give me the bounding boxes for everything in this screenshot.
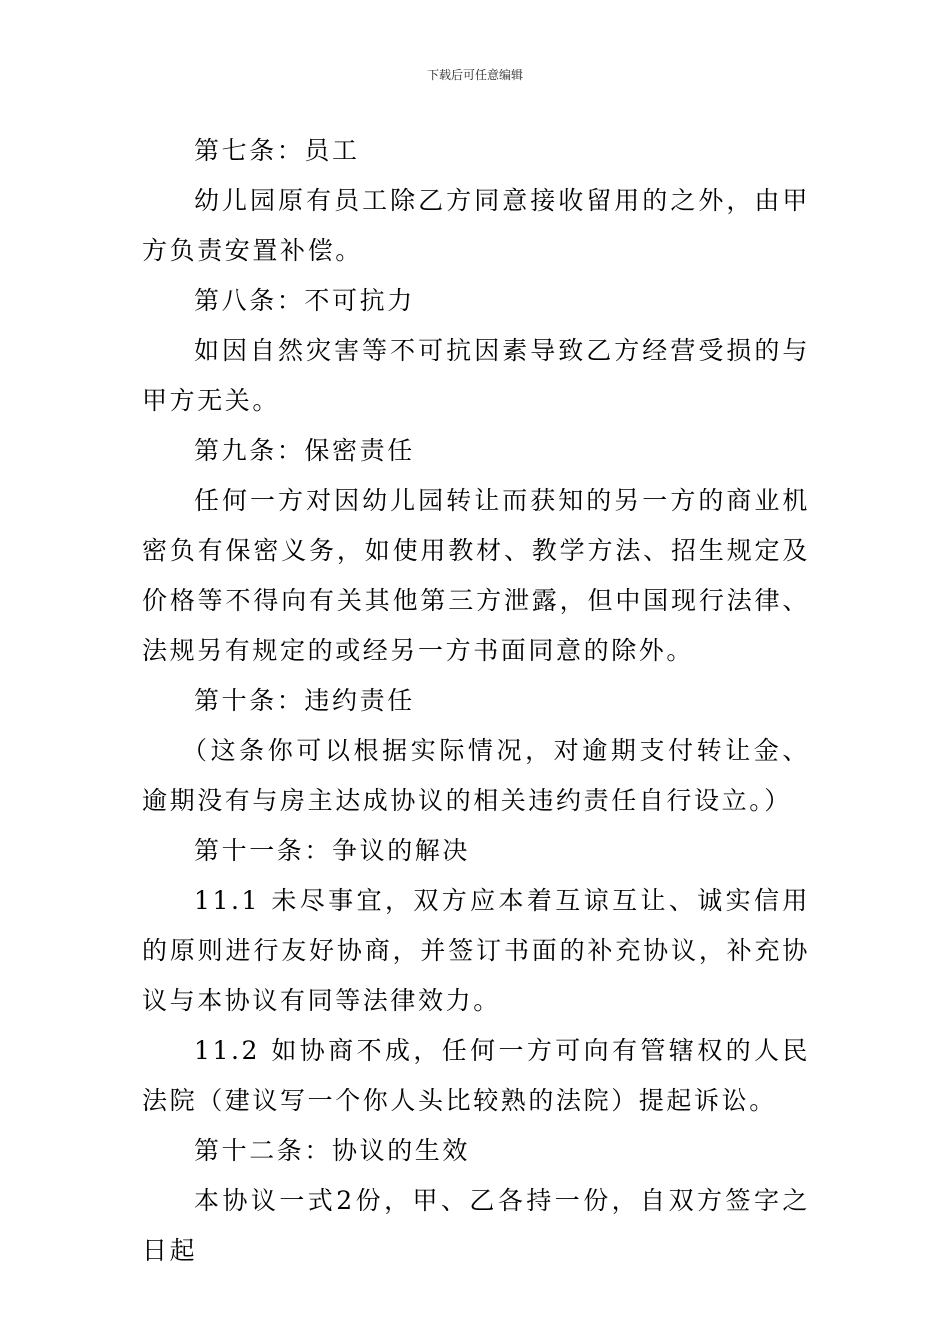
article-7-heading: 第七条：员工 xyxy=(194,136,360,165)
article-10-heading: 第十条：违约责任 xyxy=(194,686,415,715)
article-8-heading: 第八条：不可抗力 xyxy=(194,286,415,315)
article-9-heading: 第九条：保密责任 xyxy=(194,436,415,465)
article-12-text: 本协议一式2份，甲、乙各持一份，自双方签字之日起 xyxy=(142,1186,810,1265)
article-8-text: 如因自然灾害等不可抗因素导致乙方经营受损的与甲方无关。 xyxy=(142,336,810,415)
article-11-2-text: 11.2 如协商不成，任何一方可向有管辖权的人民法院（建议写一个你人头比较熟的法院）提起诉讼。 xyxy=(142,1036,810,1115)
article-9-text: 任何一方对因幼儿园转让而获知的另一方的商业机密负有保密义务，如使用教材、教学方法、招生规定及价格等不得向有关其他第三方泄露，但中国现行法律、法规另有规定的或经另一方书面同意的除外。 xyxy=(142,486,810,665)
document-body xyxy=(142,126,810,1276)
article-11-1-text: 11.1 未尽事宜，双方应本着互谅互让、诚实信用的原则进行友好协商，并签订书面的补充协议，补充协议与本协议有同等法律效力。 xyxy=(142,886,810,1015)
article-7-text: 幼儿园原有员工除乙方同意接收留用的之外，由甲方负责安置补偿。 xyxy=(142,186,810,265)
page-header: 下载后可任意编辑 xyxy=(426,68,523,82)
article-10-text: （这条你可以根据实际情况，对逾期支付转让金、逾期没有与房主达成协议的相关违约责任自行设立。） xyxy=(142,736,810,815)
article-12-heading: 第十二条：协议的生效 xyxy=(194,1136,471,1165)
article-11-heading: 第十一条：争议的解决 xyxy=(194,836,471,865)
